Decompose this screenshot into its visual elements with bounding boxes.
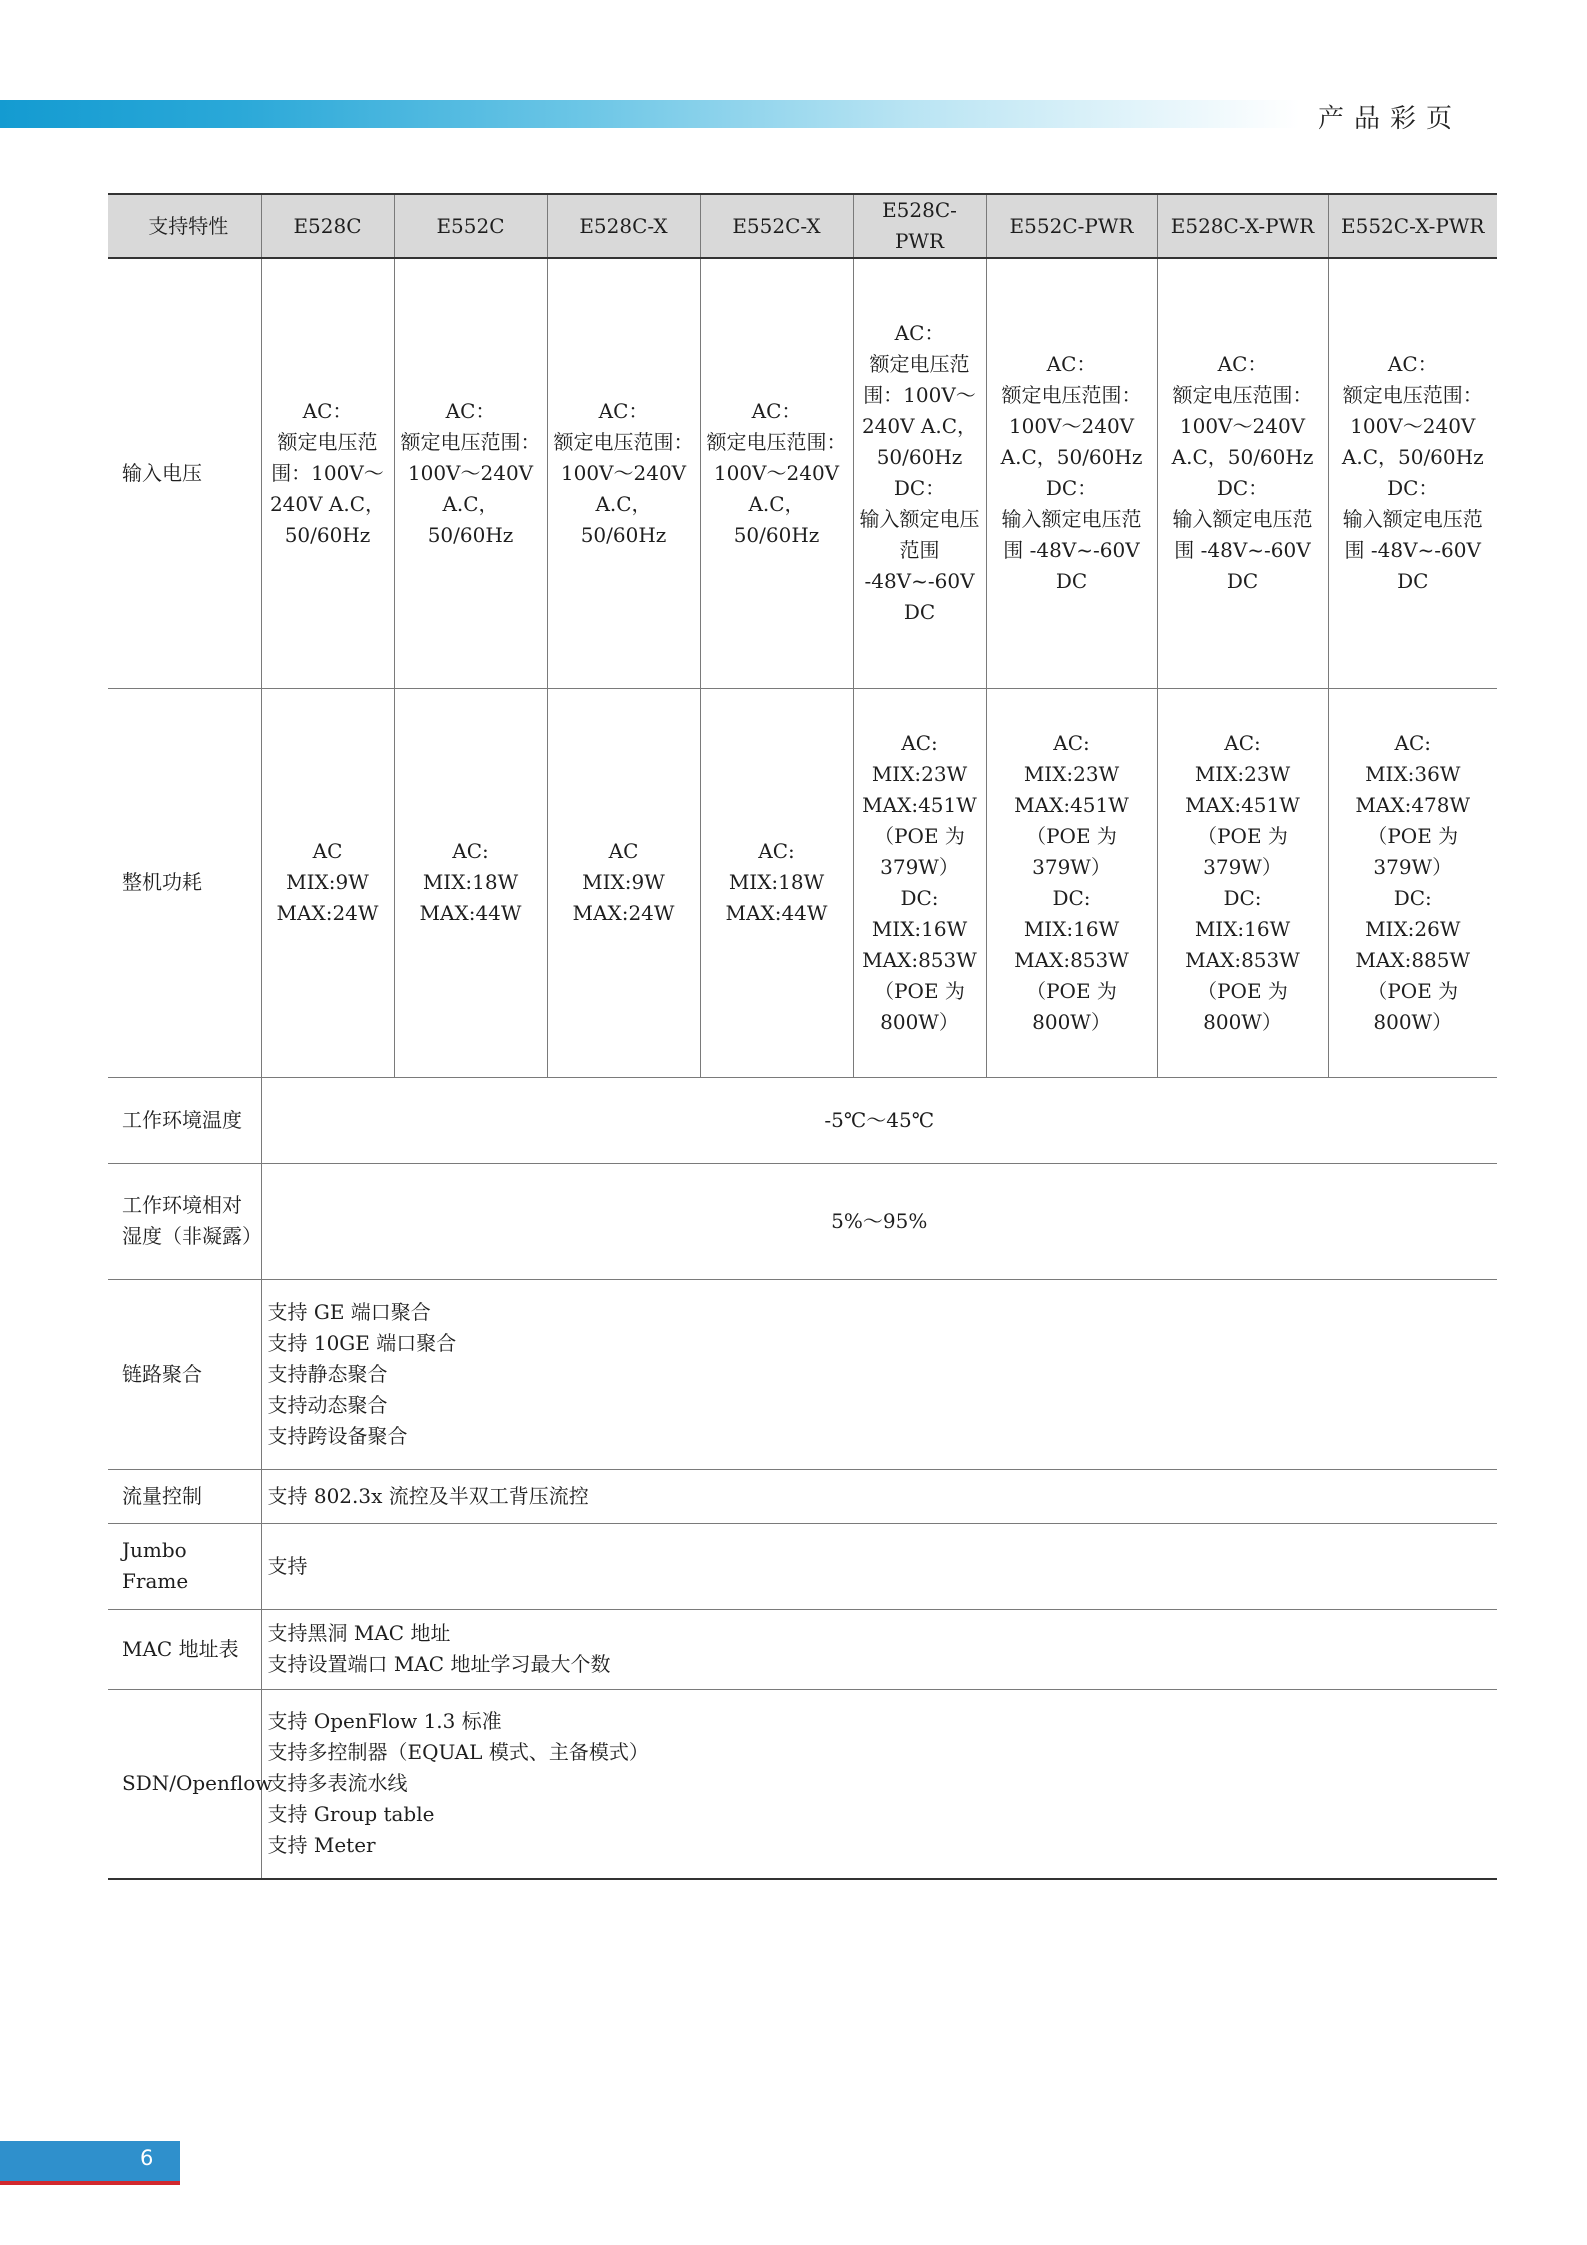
list-item: 支持设置端口 MAC 地址学习最大个数 — [267, 1652, 611, 1676]
voltage-cell — [1157, 258, 1328, 688]
power-line: MIX:16W — [1194, 916, 1291, 941]
page-number: 6 — [140, 2146, 154, 2170]
power-line: MAX:24W — [572, 901, 675, 925]
power-line: MIX:9W — [286, 870, 369, 894]
power-line: MAX:478W（POE 为 379W） — [1355, 792, 1471, 879]
voltage-ac-range: 额定电压范围：100V～240V A.C，50/60Hz — [1000, 383, 1143, 470]
column-header: E528C-PWR — [853, 194, 986, 258]
voltage-ac-label: AC： — [598, 398, 649, 423]
list-item: 支持黑洞 MAC 地址 — [267, 1621, 451, 1645]
power-line: MIX:26W — [1365, 916, 1461, 941]
table-row-flow-control — [108, 1469, 1497, 1523]
footer-accent-line — [0, 2181, 180, 2185]
power-line: MIX:18W — [422, 870, 519, 894]
row-label: MAC 地址表 — [108, 1609, 261, 1689]
power-line: AC: — [1394, 730, 1431, 755]
row-label: 工作环境相对湿度（非凝露） — [108, 1163, 261, 1279]
voltage-ac-range: 额定电压范围：100V～240V A.C，50/60Hz — [1341, 383, 1484, 470]
voltage-dc-range: 输入额定电压范围 -48V~-60V DC — [1342, 507, 1483, 594]
flow-control-value: 支持 802.3x 流控及半双工背压流控 — [261, 1469, 1497, 1523]
power-cell — [700, 688, 853, 1077]
column-header: 支持特性 — [108, 194, 261, 258]
row-label: 输入电压 — [108, 258, 261, 688]
column-header: E552C-X — [700, 194, 853, 258]
voltage-ac-range: 额定电压范围：100V～240V A.C，50/60Hz — [1171, 383, 1314, 470]
power-line: MAX:44W — [725, 901, 828, 925]
voltage-dc-label: DC： — [1216, 476, 1269, 501]
table-row-jumbo-frame — [108, 1523, 1497, 1609]
voltage-ac-range: 额定电压范围：100V～240V A.C，50/60Hz — [269, 429, 386, 547]
list-item: 支持 10GE 端口聚合 — [267, 1330, 457, 1355]
power-line: MIX:9W — [582, 870, 665, 894]
temperature-value: -5℃～45℃ — [261, 1077, 1497, 1163]
power-line: MIX:23W — [1023, 761, 1120, 786]
voltage-dc-label: DC： — [1387, 476, 1439, 501]
jumbo-frame-value: 支持 — [261, 1523, 1497, 1609]
humidity-value: 5%～95% — [261, 1163, 1497, 1279]
power-line: DC: — [1393, 885, 1432, 910]
table-header-row — [108, 194, 1497, 258]
list-item: 支持动态聚合 — [267, 1392, 388, 1417]
row-label: Jumbo Frame — [108, 1523, 261, 1609]
table-row-link-aggregation — [108, 1279, 1497, 1469]
voltage-ac-range: 额定电压范围：100V～240V A.C，50/60Hz — [553, 429, 694, 547]
power-line: AC: — [452, 839, 489, 863]
power-line: MAX:451W（POE 为 379W） — [862, 792, 977, 879]
voltage-cell — [394, 258, 547, 688]
row-label: 链路聚合 — [108, 1279, 261, 1469]
power-line: DC: — [1223, 885, 1262, 910]
column-header: E528C — [261, 194, 394, 258]
power-line: MIX:16W — [871, 916, 968, 941]
voltage-ac-label: AC： — [1387, 352, 1438, 377]
column-header: E528C-X-PWR — [1157, 194, 1328, 258]
power-line: MAX:885W（POE 为 800W） — [1355, 947, 1471, 1034]
table-row-mac-table — [108, 1609, 1497, 1689]
power-cell — [853, 688, 986, 1077]
table-row-temperature — [108, 1077, 1497, 1163]
column-header: E528C-X — [547, 194, 700, 258]
power-line: MIX:36W — [1365, 761, 1461, 786]
list-item: 支持 Meter — [267, 1833, 376, 1858]
power-cell — [394, 688, 547, 1077]
voltage-cell — [547, 258, 700, 688]
table-row-input-voltage — [108, 258, 1497, 688]
voltage-ac-label: AC： — [751, 398, 802, 423]
list-item: 支持 Group table — [267, 1802, 435, 1827]
power-line: AC — [608, 839, 639, 863]
power-cell — [261, 688, 394, 1077]
column-header: E552C-PWR — [986, 194, 1157, 258]
voltage-cell — [986, 258, 1157, 688]
list-item: 支持 GE 端口聚合 — [267, 1299, 431, 1324]
voltage-ac-label: AC： — [302, 398, 353, 423]
page-header-title: 产品彩页 — [1318, 104, 1463, 134]
table-row-power — [108, 688, 1497, 1077]
voltage-dc-label: DC： — [893, 476, 946, 501]
power-line: MIX:23W — [1194, 761, 1291, 786]
power-line: MIX:23W — [871, 761, 968, 786]
power-line: AC: — [1053, 730, 1090, 755]
voltage-cell — [853, 258, 986, 688]
list-item: 支持多控制器（EQUAL 模式、主备模式） — [267, 1740, 649, 1765]
spec-table — [108, 193, 1497, 1880]
power-cell — [986, 688, 1157, 1077]
voltage-ac-label: AC： — [445, 398, 496, 423]
list-item: 支持静态聚合 — [267, 1361, 388, 1386]
row-label: 流量控制 — [108, 1469, 261, 1523]
power-line: MIX:16W — [1023, 916, 1120, 941]
list-item: 支持多表流水线 — [267, 1771, 408, 1796]
voltage-ac-range: 额定电压范围：100V～240V A.C，50/60Hz — [706, 429, 847, 547]
header-gradient-bar — [0, 100, 1300, 128]
power-cell — [547, 688, 700, 1077]
row-label: SDN/Openflow — [108, 1689, 261, 1879]
voltage-cell — [1328, 258, 1497, 688]
voltage-ac-range: 额定电压范围：100V～240V A.C，50/60Hz — [400, 429, 541, 547]
voltage-ac-label: AC： — [894, 321, 945, 346]
voltage-dc-range: 输入额定电压范围 -48V~-60V DC — [1172, 507, 1313, 594]
power-line: AC: — [901, 730, 938, 755]
power-line: MAX:451W（POE 为 379W） — [1014, 792, 1129, 879]
voltage-cell — [700, 258, 853, 688]
link-aggregation-list — [261, 1279, 1497, 1469]
power-line: DC: — [900, 885, 939, 910]
voltage-ac-label: AC： — [1046, 352, 1097, 377]
power-cell — [1157, 688, 1328, 1077]
mac-table-list — [261, 1609, 1497, 1689]
power-line: MAX:44W — [419, 901, 522, 925]
voltage-dc-label: DC： — [1045, 476, 1098, 501]
voltage-dc-range: 输入额定电压范围 -48V~-60V DC — [859, 507, 980, 625]
power-line: MAX:24W — [276, 901, 379, 925]
power-line: DC: — [1052, 885, 1091, 910]
voltage-ac-range: 额定电压范围：100V～240V A.C，50/60Hz — [861, 352, 978, 470]
power-line: MAX:853W（POE 为 800W） — [1014, 947, 1129, 1034]
power-line: MAX:853W（POE 为 800W） — [1185, 947, 1300, 1034]
table-row-sdn-openflow — [108, 1689, 1497, 1879]
power-line: AC: — [1224, 730, 1261, 755]
voltage-dc-range: 输入额定电压范围 -48V~-60V DC — [1001, 507, 1142, 594]
power-cell — [1328, 688, 1497, 1077]
power-line: MAX:853W（POE 为 800W） — [862, 947, 977, 1034]
voltage-ac-label: AC： — [1217, 352, 1268, 377]
power-line: MIX:18W — [728, 870, 825, 894]
list-item: 支持 OpenFlow 1.3 标准 — [267, 1709, 502, 1734]
row-label: 整机功耗 — [108, 688, 261, 1077]
column-header: E552C-X-PWR — [1328, 194, 1497, 258]
power-line: MAX:451W（POE 为 379W） — [1185, 792, 1300, 879]
list-item: 支持跨设备聚合 — [267, 1423, 408, 1448]
sdn-openflow-list — [261, 1689, 1497, 1879]
column-header: E552C — [394, 194, 547, 258]
row-label: 工作环境温度 — [108, 1077, 261, 1163]
table-row-humidity — [108, 1163, 1497, 1279]
power-line: AC — [312, 839, 343, 863]
voltage-cell — [261, 258, 394, 688]
power-line: AC: — [758, 839, 795, 863]
